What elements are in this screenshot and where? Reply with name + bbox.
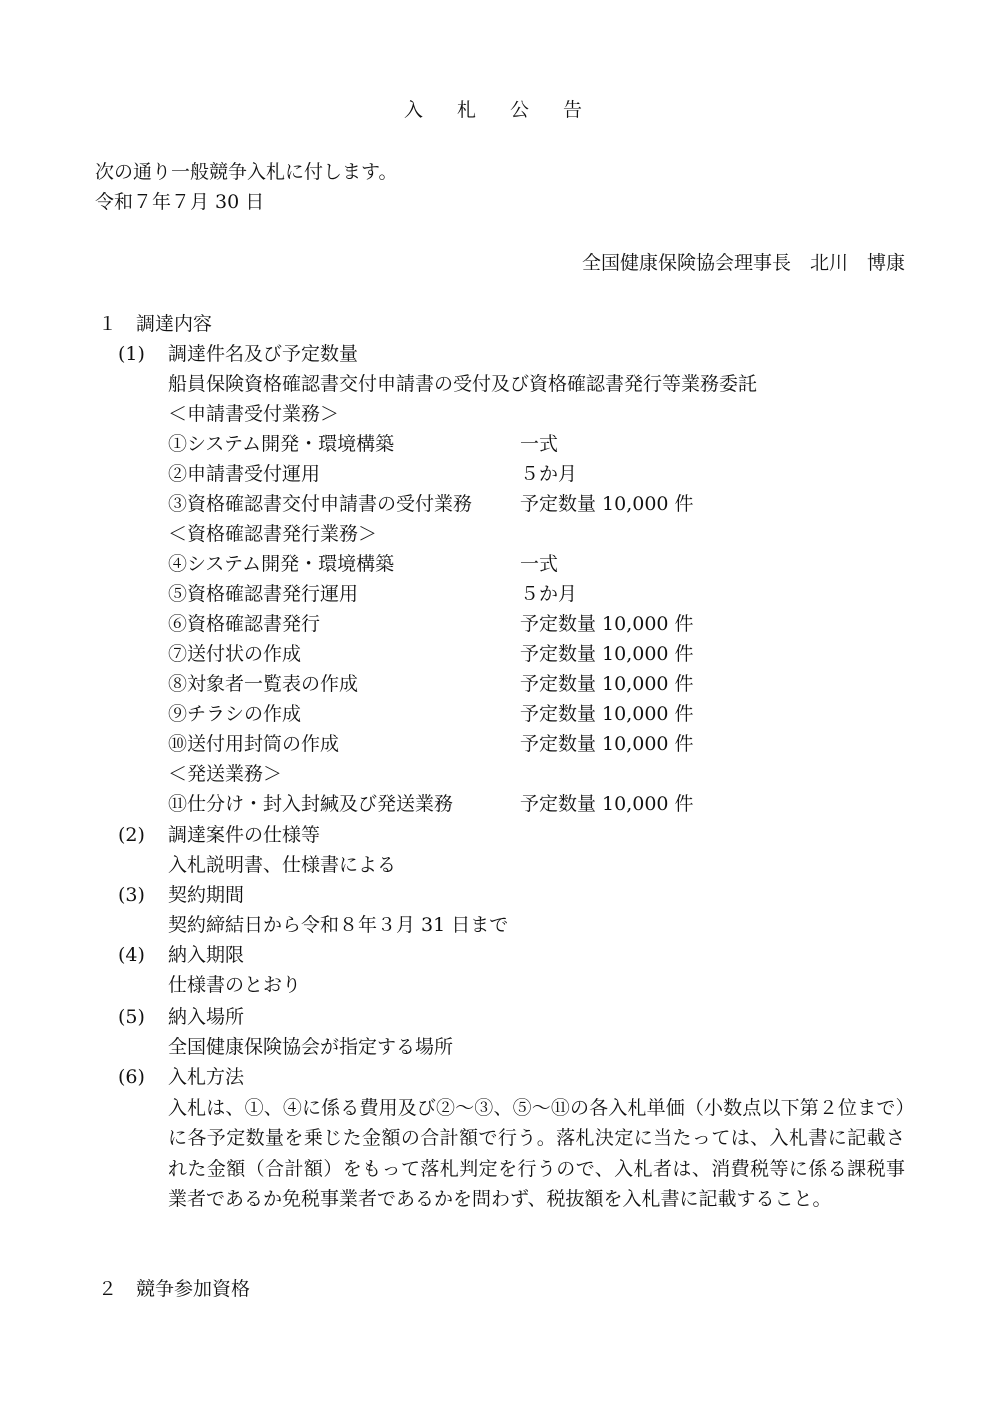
item-name: ②申請書受付運用: [168, 463, 321, 485]
group-heading-issuance: ＜資格確認書発行業務＞: [168, 523, 378, 545]
item-quantity: 予定数量 10,000 件: [520, 793, 694, 815]
sub1-title: 調達件名及び予定数量: [168, 343, 359, 365]
sub5-body: 全国健康保険協会が指定する場所: [168, 1036, 454, 1058]
item-quantity: 予定数量 10,000 件: [520, 673, 694, 695]
sub6-title: 入札方法: [168, 1066, 245, 1088]
item-quantity: 予定数量 10,000 件: [520, 703, 694, 725]
item-quantity: ５か月: [520, 583, 578, 605]
item-name: ⑪仕分け・封入封緘及び発送業務: [168, 793, 454, 815]
item-name: ⑦送付状の作成: [168, 643, 302, 665]
sub5-title: 納入場所: [168, 1006, 245, 1028]
item-name: ⑥資格確認書発行: [168, 613, 321, 635]
group-heading-application: ＜申請書受付業務＞: [168, 403, 340, 425]
item-quantity: 一式: [520, 553, 559, 575]
item-quantity: 予定数量 10,000 件: [520, 493, 694, 515]
sub2-body: 入札説明書、仕様書による: [168, 854, 397, 876]
item-name: ⑤資格確認書発行運用: [168, 583, 359, 605]
section1-number: １: [98, 313, 118, 335]
procurement-subject: 船員保険資格確認書交付申請書の受付及び資格確認書発行等業務委託: [168, 373, 758, 395]
sub2-number: (2): [118, 824, 145, 846]
sub5-number: (5): [118, 1006, 145, 1028]
item-quantity: 予定数量 10,000 件: [520, 613, 694, 635]
section2-title: 競争参加資格: [136, 1278, 251, 1300]
item-quantity: 予定数量 10,000 件: [520, 643, 694, 665]
sub3-title: 契約期間: [168, 884, 245, 906]
item-name: ⑧対象者一覧表の作成: [168, 673, 359, 695]
issue-date: 令和７年７月 30 日: [95, 191, 265, 213]
sub4-number: (4): [118, 944, 145, 966]
item-quantity: ５か月: [520, 463, 578, 485]
item-quantity: 一式: [520, 433, 559, 455]
sub6-body: 入札は、①、④に係る費用及び②～③、⑤～⑪の各入札単価（小数点以下第２位まで）に各予定数量を乗じた金額の合計額で行う。落札決定に当たっては、入札書に記載された金額（合計額）をもって落札判定を行うので、入札者は、消費税等に係る課税事業者であるか免税事業者であるかを問わず、税抜額を入札書に記載すること。: [168, 1097, 905, 1210]
item-name: ③資格確認書交付申請書の受付業務: [168, 493, 473, 515]
sub4-body: 仕様書のとおり: [168, 974, 302, 996]
document-title: 入 札 公 告: [403, 99, 597, 121]
section2-number: ２: [98, 1278, 118, 1300]
intro-text: 次の通り一般競争入札に付します。: [95, 161, 398, 183]
section1-title: 調達内容: [136, 313, 213, 335]
sub3-number: (3): [118, 884, 145, 906]
sub1-number: (1): [118, 343, 145, 365]
item-name: ①システム開発・環境構築: [168, 433, 395, 455]
item-name: ⑨チラシの作成: [168, 703, 302, 725]
sub4-title: 納入期限: [168, 944, 245, 966]
item-name: ④システム開発・環境構築: [168, 553, 395, 575]
sub3-body: 契約締結日から令和８年３月 31 日まで: [168, 914, 509, 936]
item-quantity: 予定数量 10,000 件: [520, 733, 694, 755]
item-name: ⑩送付用封筒の作成: [168, 733, 340, 755]
signatory: 全国健康保険協会理事長 北川 博康: [581, 252, 905, 274]
sub6-number: (6): [118, 1066, 145, 1088]
group-heading-shipping: ＜発送業務＞: [168, 763, 283, 785]
sub2-title: 調達案件の仕様等: [168, 824, 321, 846]
